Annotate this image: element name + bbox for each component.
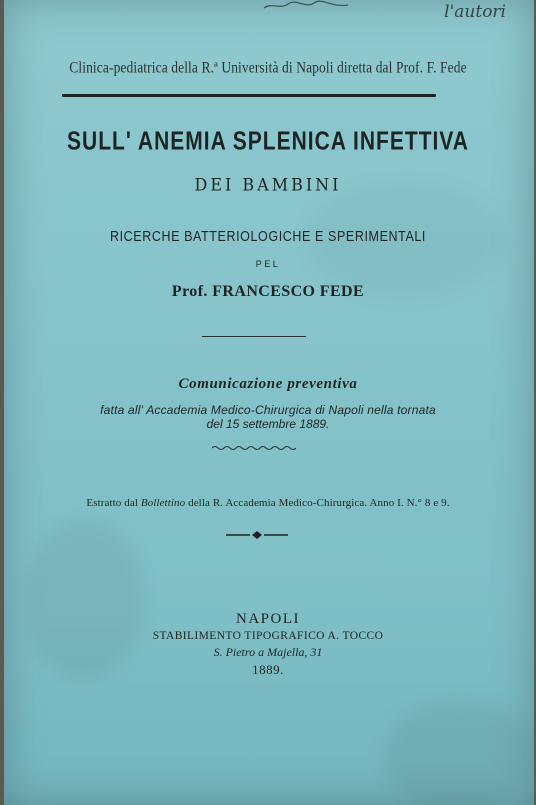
header-rule [62,94,436,97]
ornament-divider [226,530,288,540]
extract-note [0,497,536,509]
by-line: PEL [255,259,281,269]
extract-suffix: della R. Accademia Medico-Chirurgica. Anno I. N.° 8 e 9. [188,497,450,509]
handwritten-note: l'autori [444,2,506,22]
divider-rule [202,336,306,337]
research-line: RICERCHE BATTERIOLOGICHE E SPERIMENTALI [109,227,427,245]
extract-prefix: Estratto dal [86,497,138,509]
document-subtitle: DEI BAMBINI [194,174,342,195]
imprint-city: NAPOLI [236,611,300,627]
author-name: FRANCESCO FEDE [212,283,365,300]
communication-heading: Comunicazione preventiva [178,376,358,392]
handwriting-scribble [262,0,352,12]
imprint-press: STABILIMENTO TIPOGRAFICO A. TOCCO [152,630,384,642]
communication-line-1: fatta all' Accademia Medico-Chirurgica di Napoli nella tornata [100,403,436,417]
document-title: SULL' ANEMIA SPLENICA INFETTIVA [67,127,469,156]
wavy-divider [212,444,296,452]
imprint-year: 1889. [252,662,284,677]
extract-journal: Bollettino [140,497,186,509]
author-prefix: Prof. [171,283,208,300]
clinic-header: Clinica-pediatrica della R.ª Università di Napoli diretta dal Prof. F. Fede [69,58,467,77]
imprint-address: S. Pietro a Majella, 31 [213,645,323,659]
paper-stain [384,700,534,805]
communication-line-2: del 15 settembre 1889. [206,417,330,431]
author [0,283,536,301]
